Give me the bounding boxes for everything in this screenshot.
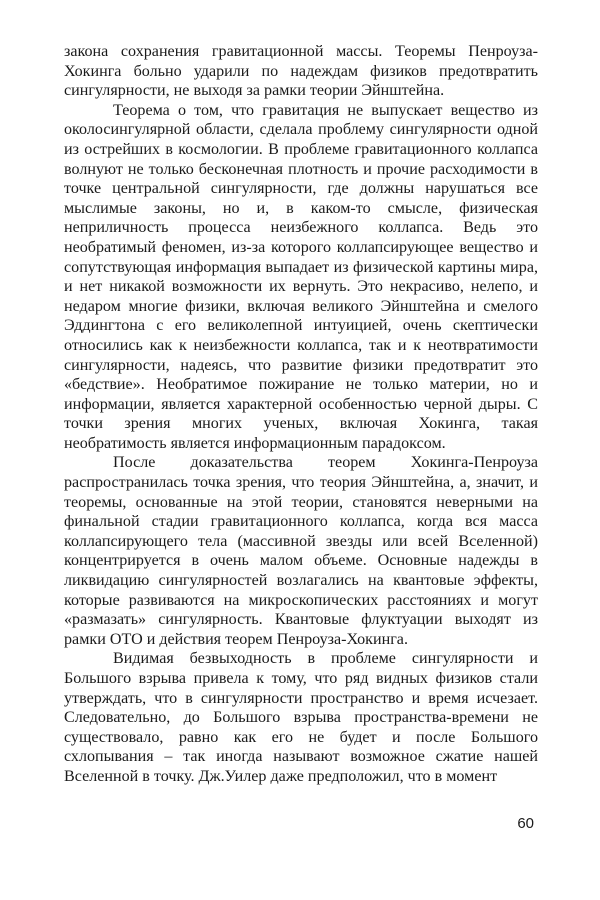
paragraph-1: закона сохранения гравитационной массы. Теоремы Пенроуза-Хокинга больно ударили по надеждам физиков предотвратить сингулярности, не выходя за рамки теории Эйнштейна. bbox=[64, 43, 538, 100]
paragraph-3: После доказательства теорем Хокинга-Пенроуза распространилась точка зрения, что теория Эйнштейна, а, значит, и теоремы, основанные на этой теории, становятся неверными на финальной стадии гравитационного коллапса, когда вся масса коллапсирующего тела (массивной звезды или всей Вселенной) концентрируется в очень малом объеме. Основные надежды в ликвидацию сингулярностей возлагались на квантовые эффекты, которые развиваются на микроскопических расстояниях и могут «размазать» сингулярность. Квантовые флуктуации выходят из рамки ОТО и действия теорем Пенроуза-Хокинга. bbox=[64, 454, 538, 648]
paragraph-4: Видимая безвыходность в проблеме сингулярности и Большого взрыва привела к тому, что ряд видных физиков стали утверждать, что в сингулярности пространство и время исчезает. Следовательно, до Большого взрыва пространства-времени не существовало, равно как его не будет и после Большого схлопывания – так иногда называют возможное сжатие нашей Вселенной в точку. Дж.Уилер даже предположил, что в момент bbox=[64, 650, 538, 785]
paragraph-2: Теорема о том, что гравитация не выпускает вещество из околосингулярной области, сделала проблему сингулярности одной из острейших в космологии. В проблеме гравитационного коллапса волнуют не только бесконечная плотность и прочие расходимости в точке центральной сингулярности, где должны нарушаться все мыслимые законы, но и, в каком-то смысле, физическая неприличность процесса неизбежного коллапса. Ведь это необратимый феномен, из-за которого коллапсирующее вещество и сопутствующая информация выпадает из физической картины мира, и нет никакой возможности их вернуть. Это некрасиво, нелепо, и недаром многие физики, включая великого Эйнштейна и смелого Эддингтона с его великолепной интуицией, очень скептически относились как к неизбежности коллапса, так и к неотвратимости сингулярности, надеясь, что развитие физики предотвратит это «бедствие». Необратимое пожирание не только материи, но и информации, является характерной особенностью черной дыры. С точки зрения многих ученых, включая Хокинга, такая необратимость является информационным парадоксом. bbox=[64, 101, 538, 452]
page-number: 60 bbox=[517, 815, 534, 832]
page-body bbox=[64, 42, 538, 787]
